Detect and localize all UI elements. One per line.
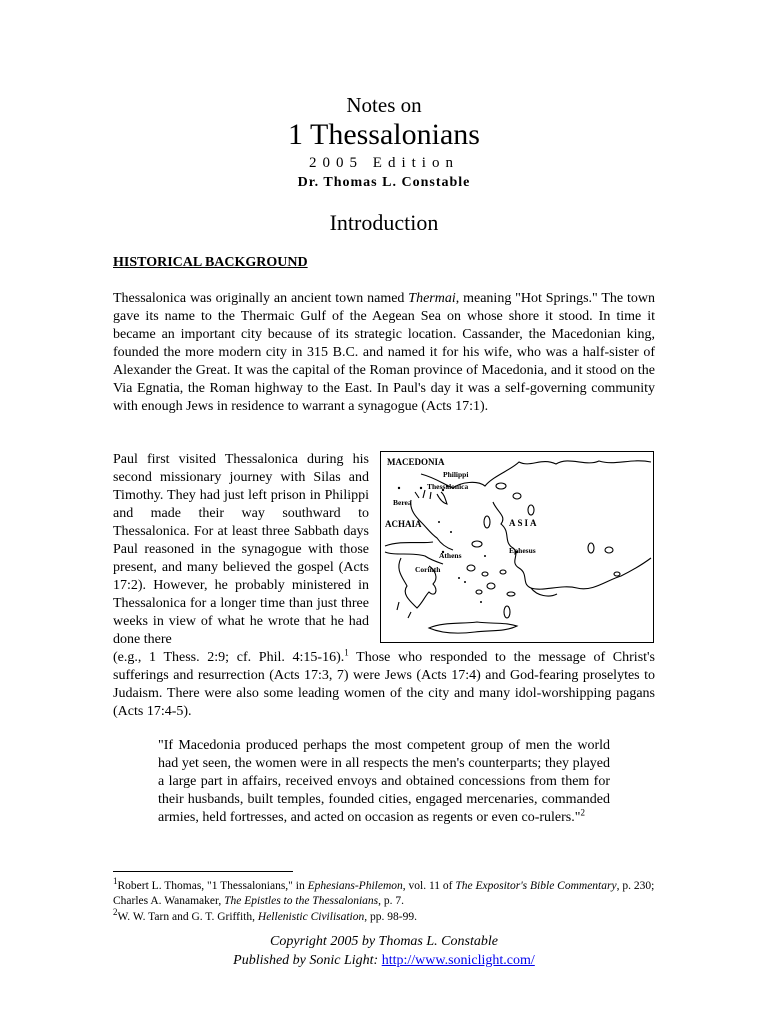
map-label-asia: ASIA bbox=[509, 518, 539, 528]
map-label-philippi: Philippi bbox=[443, 470, 469, 479]
map-illustration bbox=[381, 452, 653, 642]
footnote-divider bbox=[113, 871, 293, 872]
map-label-thessalonica: Thessalonica bbox=[427, 482, 469, 491]
historical-background-heading: HISTORICAL BACKGROUND bbox=[113, 255, 308, 270]
footnote-ref-1[interactable]: 1 bbox=[344, 647, 349, 658]
map-label-athens: Athens bbox=[439, 551, 462, 560]
footnote-1: $^1$Robert L. Thomas, "1 Thessalonians," in Ephesians-Philemon, vol. 11 of The Expositor's Bible Commentary, p. 230; Charles A. Wanamaker, The Epistles to the Thessalonians, p. 7. bbox=[113, 876, 655, 907]
paragraph-3: (e.g., 1 Thess. 2:9; cf. Phil. 4:15-16).$^1$ Those who responded to the message of Christ's sufferings and resurrection (Acts 17:3, 7) were Jews (Acts 17:4) and God-fearing proselytes to Judaism. There were also some leading women of the city and many idol-worshipping pagans (Acts 17:4-5). bbox=[113, 647, 655, 719]
map-label-macedonia: MACEDONIA bbox=[387, 457, 445, 467]
author-name: Dr. Thomas L. Constable bbox=[297, 175, 471, 190]
footnote-ref-2[interactable]: 2 bbox=[580, 807, 585, 818]
map-figure bbox=[380, 451, 654, 643]
copyright-line: Copyright 2005 by Thomas L. Constable bbox=[270, 934, 498, 949]
paragraph-2: Paul first visited Thessalonica during his second missionary journey with Silas and Timothy. They had just left prison in Philippi and made their way southward to Thessalonica. For at least three Sabbath days Paul reasoned in the synagogue with those present, and many believed the gospel (Acts 17:2). However, he probably ministered in Thessalonica for a longer time than just three weeks in view of what he wrote that he had done there bbox=[113, 452, 369, 647]
block-quote: "If Macedonia produced perhaps the most competent group of men the world had yet seen, the women were in all respects the men's counterparts; they played a large part in affairs, received envoys and obtained concessions from them for their husbands, built temples, founded cities, engaged mercenaries, commanded armies, held fortresses, and acted on occasion as regents or even co-rulers."$^2$ bbox=[158, 738, 610, 825]
publisher-line: Published by Sonic Light: http://www.soniclight.com/ bbox=[233, 953, 535, 968]
map-label-corinth: Corinth bbox=[415, 565, 441, 574]
book-title: 1 Thessalonians bbox=[288, 118, 480, 151]
thermai-term: Thermai bbox=[408, 291, 456, 306]
notes-on-label: Notes on bbox=[346, 93, 422, 117]
footnote-2: $^2$W. W. Tarn and G. T. Griffith, Hellenistic Civilisation, pp. 98-99. bbox=[113, 907, 417, 923]
paragraph-1: Thessalonica was originally an ancient town named Thermai, meaning "Hot Springs." The town gave its name to the Thermaic Gulf of the Aegean Sea on whose shore it stood. In time it became an important city because of its strategic location. Cassander, the Macedonian king, founded the more modern city in 315 B.C. and named it for his wife, who was a half-sister of Alexander the Great. It was the capital of the Roman province of Macedonia, and it stood on the Via Egnatia, the Roman highway to the East. In Paul's day it was a self-governing community with enough Jews in residence to warrant a synagogue (Acts 17:1). bbox=[113, 291, 656, 414]
map-label-ephesus: Ephesus bbox=[509, 546, 536, 555]
map-label-achaia: ACHAIA bbox=[385, 519, 422, 529]
website-link[interactable]: http://www.soniclight.com/ bbox=[381, 953, 535, 968]
edition-label: 2005 Edition bbox=[309, 155, 459, 171]
section-title: Introduction bbox=[329, 210, 439, 235]
map-label-berea: Berea bbox=[393, 498, 412, 507]
